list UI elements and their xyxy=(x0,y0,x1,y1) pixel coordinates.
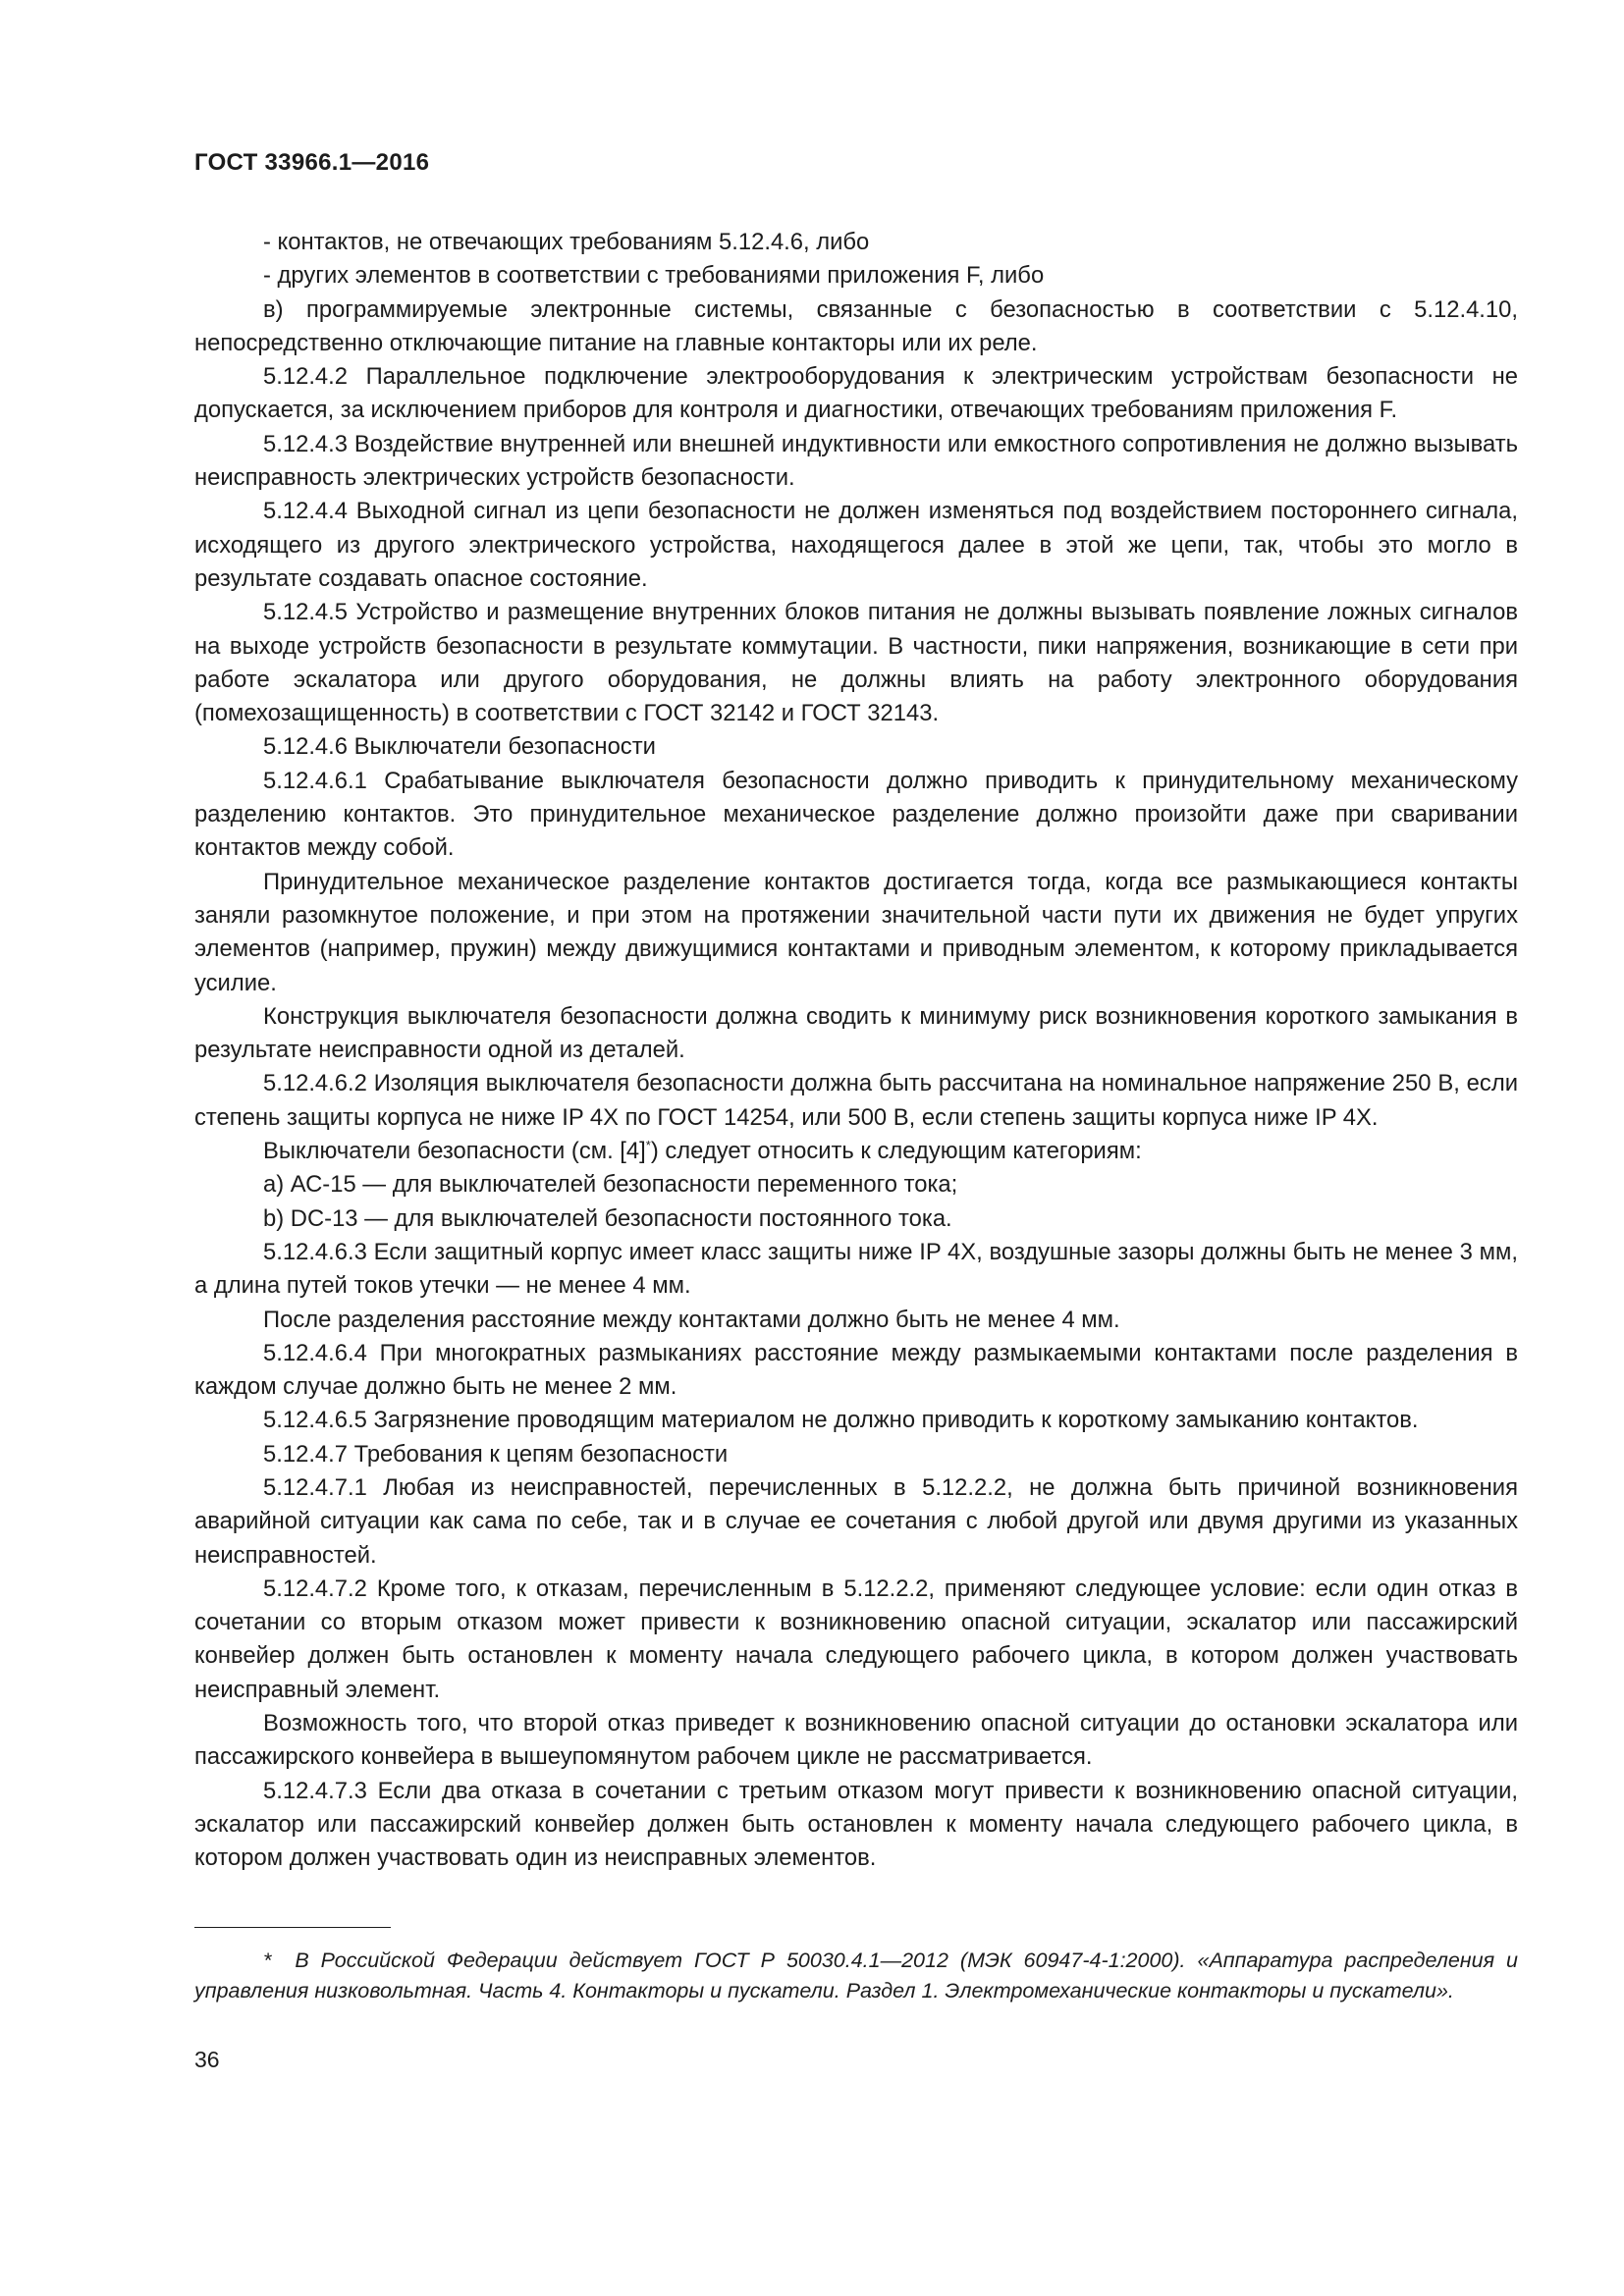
paragraph: 5.12.4.6.3 Если защитный корпус имеет класс защиты ниже IP 4Х, воздушные зазоры должны быть не менее 3 мм, а длина путей токов утечки — не менее 4 мм. xyxy=(194,1238,1518,1300)
paragraph: 5.12.4.6.1 Срабатывание выключателя безопасности должно приводить к принудительному механическому разделению контактов. Это принудительное механическое разделение должно произойти даже при сваривании контактов между собой. xyxy=(194,767,1518,862)
paragraph: 5.12.4.4 Выходной сигнал из цепи безопасности не должен изменяться под воздействием постороннего сигнала, исходящего из другого электрического устройства, находящегося далее в этой же цепи, так, чтобы это могло в результате создавать опасное состояние. xyxy=(194,498,1518,592)
section-heading: 5.12.4.7 Требования к цепям безопасности xyxy=(263,1440,729,1468)
footnote-reference: * xyxy=(645,1138,651,1153)
footnote-divider xyxy=(194,1927,391,1928)
paragraph: 5.12.4.7.2 Кроме того, к отказам, перечисленным в 5.12.2.2, применяют следующее условие: если один отказ в сочетании со вторым отказом может привести к возникновению опасной ситуации, эскалатор или пассажирский конвейер должен быть остановлен к моменту начала следующего рабочего цикла, в котором должен участвовать неисправный элемент. xyxy=(194,1575,1518,1703)
paragraph: 5.12.4.7.3 Если два отказа в сочетании с третьим отказом могут привести к возникновению опасной ситуации, эскалатор или пассажирский конвейер должен быть остановлен к моменту начала следующего рабочего цикла, в котором должен участвовать один из неисправных элементов. xyxy=(194,1777,1518,1872)
paragraph: в) программируемые электронные системы, связанные с безопасностью в соответствии с 5.12.4.10, непосредственно отключающие питание на главные контакторы или их реле. xyxy=(194,295,1518,356)
paragraph: 5.12.4.6.5 Загрязнение проводящим материалом не должно приводить к короткому замыканию контактов. xyxy=(263,1407,1419,1434)
paragraph-with-footnote-ref xyxy=(194,1135,1518,1168)
paragraph: 5.12.4.3 Воздействие внутренней или внешней индуктивности или емкостного сопротивления не должно вызывать неисправность электрических устройств безопасности. xyxy=(194,430,1518,492)
paragraph: Принудительное механическое разделение контактов достигается тогда, когда все размыкающиеся контакты заняли разомкнутое положение, и при этом на протяжении значительной части пути их движения не будет упругих элементов (например, пружин) между движущимися контактами и приводным элементом, к которому прикладывается усилие. xyxy=(194,868,1518,996)
list-item: b) DC-13 — для выключателей безопасности постоянного тока. xyxy=(263,1204,952,1232)
paragraph: 5.12.4.2 Параллельное подключение электрооборудования к электрическим устройствам безопасности не допускается, за исключением приборов для контроля и диагностики, отвечающих требованиям приложения F. xyxy=(194,363,1518,424)
main-text xyxy=(194,226,1518,1876)
paragraph: После разделения расстояние между контактами должно быть не менее 4 мм. xyxy=(263,1306,1120,1333)
paragraph: 5.12.4.5 Устройство и размещение внутренних блоков питания не должны вызывать появление ложных сигналов на выходе устройств безопасности в результате коммутации. В частности, пики напряжения, возникающие в сети при работе эскалатора или другого оборудования, не должны влиять на работу электронного оборудования (помехозащищенность) в соответствии с ГОСТ 32142 и ГОСТ 32143. xyxy=(194,599,1518,727)
paragraph-text: Выключатели безопасности (см. [4] xyxy=(263,1138,646,1165)
paragraph: - контактов, не отвечающих требованиям 5.12.4.6, либо xyxy=(263,229,870,255)
paragraph: 5.12.4.6.4 При многократных размыканиях расстояние между размыкаемыми контактами после разделения в каждом случае должно быть не менее 2 мм. xyxy=(194,1339,1518,1401)
footnote-marker: * xyxy=(263,1949,272,1972)
paragraph: Возможность того, что второй отказ приведет к возникновению опасной ситуации до остановки эскалатора или пассажирского конвейера в вышеупомянутом рабочем цикле не рассматривается. xyxy=(194,1710,1518,1771)
section-heading: 5.12.4.6 Выключатели безопасности xyxy=(263,733,656,761)
footnote xyxy=(194,1946,1518,2005)
paragraph-text-tail: ) следует относить к следующим категориям: xyxy=(650,1138,1142,1165)
paragraph: Конструкция выключателя безопасности должна сводить к минимуму риск возникновения короткого замыкания в результате неисправности одной из деталей. xyxy=(194,1002,1518,1064)
footnote-text: В Российской Федерации действует ГОСТ Р 50030.4.1—2012 (МЭК 60947-4-1:2000). «Аппаратура распределения и управления низковольтная. Часть 4. Контакторы и пускатели. Раздел 1. Электромеханические контакторы и пускатели». xyxy=(194,1949,1518,2002)
paragraph: - других элементов в соответствии с требованиями приложения F, либо xyxy=(263,262,1045,290)
document-header: ГОСТ 33966.1—2016 xyxy=(194,149,430,176)
list-item: а) АС-15 — для выключателей безопасности переменного тока; xyxy=(263,1171,958,1199)
paragraph: 5.12.4.6.2 Изоляция выключателя безопасности должна быть рассчитана на номинальное напряжение 250 В, если степень защиты корпуса не ниже IP 4Х по ГОСТ 14254, или 500 В, если степень защиты корпуса ниже IP 4Х. xyxy=(194,1070,1518,1131)
paragraph: 5.12.4.7.1 Любая из неисправностей, перечисленных в 5.12.2.2, не должна быть причиной возникновения аварийной ситуации как сама по себе, так и в случае ее сочетания с любой другой или двумя другими из указанных неисправностей. xyxy=(194,1473,1518,1569)
page-number: 36 xyxy=(194,2047,220,2072)
